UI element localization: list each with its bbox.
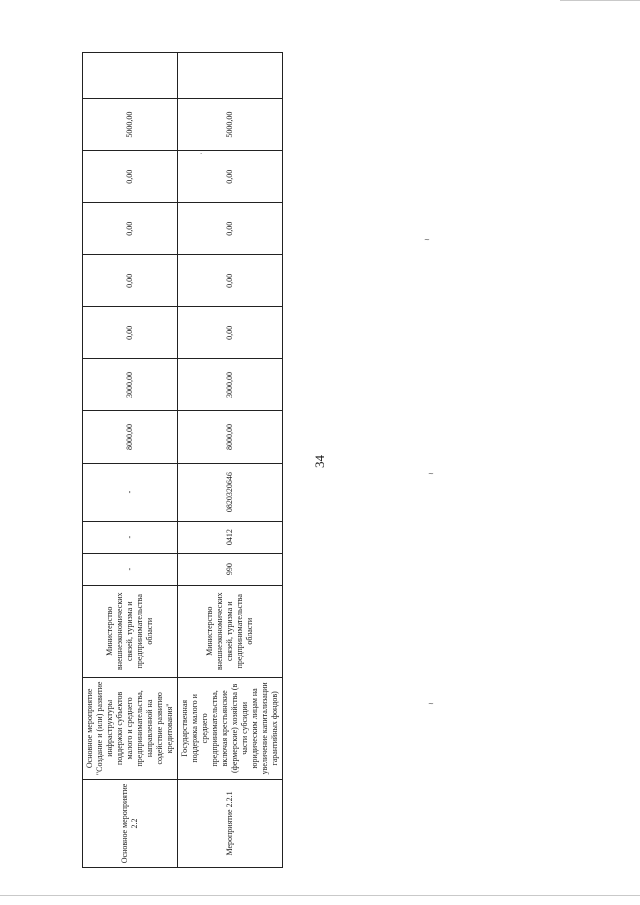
row-code: Мероприятие 2.2.1 xyxy=(178,779,283,867)
row-executor: Министерство внешнеэкономических связей, туризма и предпринимательства области xyxy=(178,585,283,677)
row-grbs: 990 xyxy=(178,553,283,585)
scan-edge xyxy=(0,895,640,896)
table-row xyxy=(83,53,178,868)
row-year-6: 5000,00 xyxy=(178,99,283,151)
row-year-1: 3000,00 xyxy=(178,359,283,411)
budget-table xyxy=(82,52,283,868)
page-number: 34 xyxy=(312,455,327,469)
row-year-1: 3000,00 xyxy=(83,359,178,411)
row-year-2: 0,00 xyxy=(178,307,283,359)
row-year-6: 5000,00 xyxy=(83,99,178,151)
scan-speck: . xyxy=(200,148,203,156)
row-year-5: 0,00 xyxy=(178,151,283,203)
table-row xyxy=(178,53,283,868)
row-year-4: 0,00 xyxy=(83,203,178,255)
row-year-5: 0,00 xyxy=(83,151,178,203)
scan-speck: ~ xyxy=(428,700,434,708)
row-total: 8000,00 xyxy=(178,411,283,463)
row-grbs: - xyxy=(83,553,178,585)
row-code: Основное мероприятие 2.2 xyxy=(83,779,178,867)
row-title: Основное мероприятие "Создание и (или) развитие инфраструктуры поддержки субъектов малого и среднего предпринимательства, направленной на содействие развитию кредитования" xyxy=(83,677,178,779)
row-rzpr: 0412 xyxy=(178,521,283,553)
row-year-3: 0,00 xyxy=(83,255,178,307)
row-csr: 0820320646 xyxy=(178,463,283,521)
row-title: Государственная поддержка малого и среднего предпринимательства, включая крестьянские (фермерские) хозяйства (в части субсидии юридическим лицам на увеличение капитализации гарантийных фондов) xyxy=(178,677,283,779)
row-csr: - xyxy=(83,463,178,521)
scan-speck: ~ xyxy=(428,470,434,478)
row-year-4: 0,00 xyxy=(178,203,283,255)
row-total: 8000,00 xyxy=(83,411,178,463)
row-year-3: 0,00 xyxy=(178,255,283,307)
row-rzpr: - xyxy=(83,521,178,553)
budget-table-rotated xyxy=(82,52,281,868)
row-executor: Министерство внешнеэкономических связей, туризма и предпринимательства области xyxy=(83,585,178,677)
scan-speck: ~ xyxy=(424,236,430,244)
row-year-2: 0,00 xyxy=(83,307,178,359)
scan-edge xyxy=(560,0,640,1)
